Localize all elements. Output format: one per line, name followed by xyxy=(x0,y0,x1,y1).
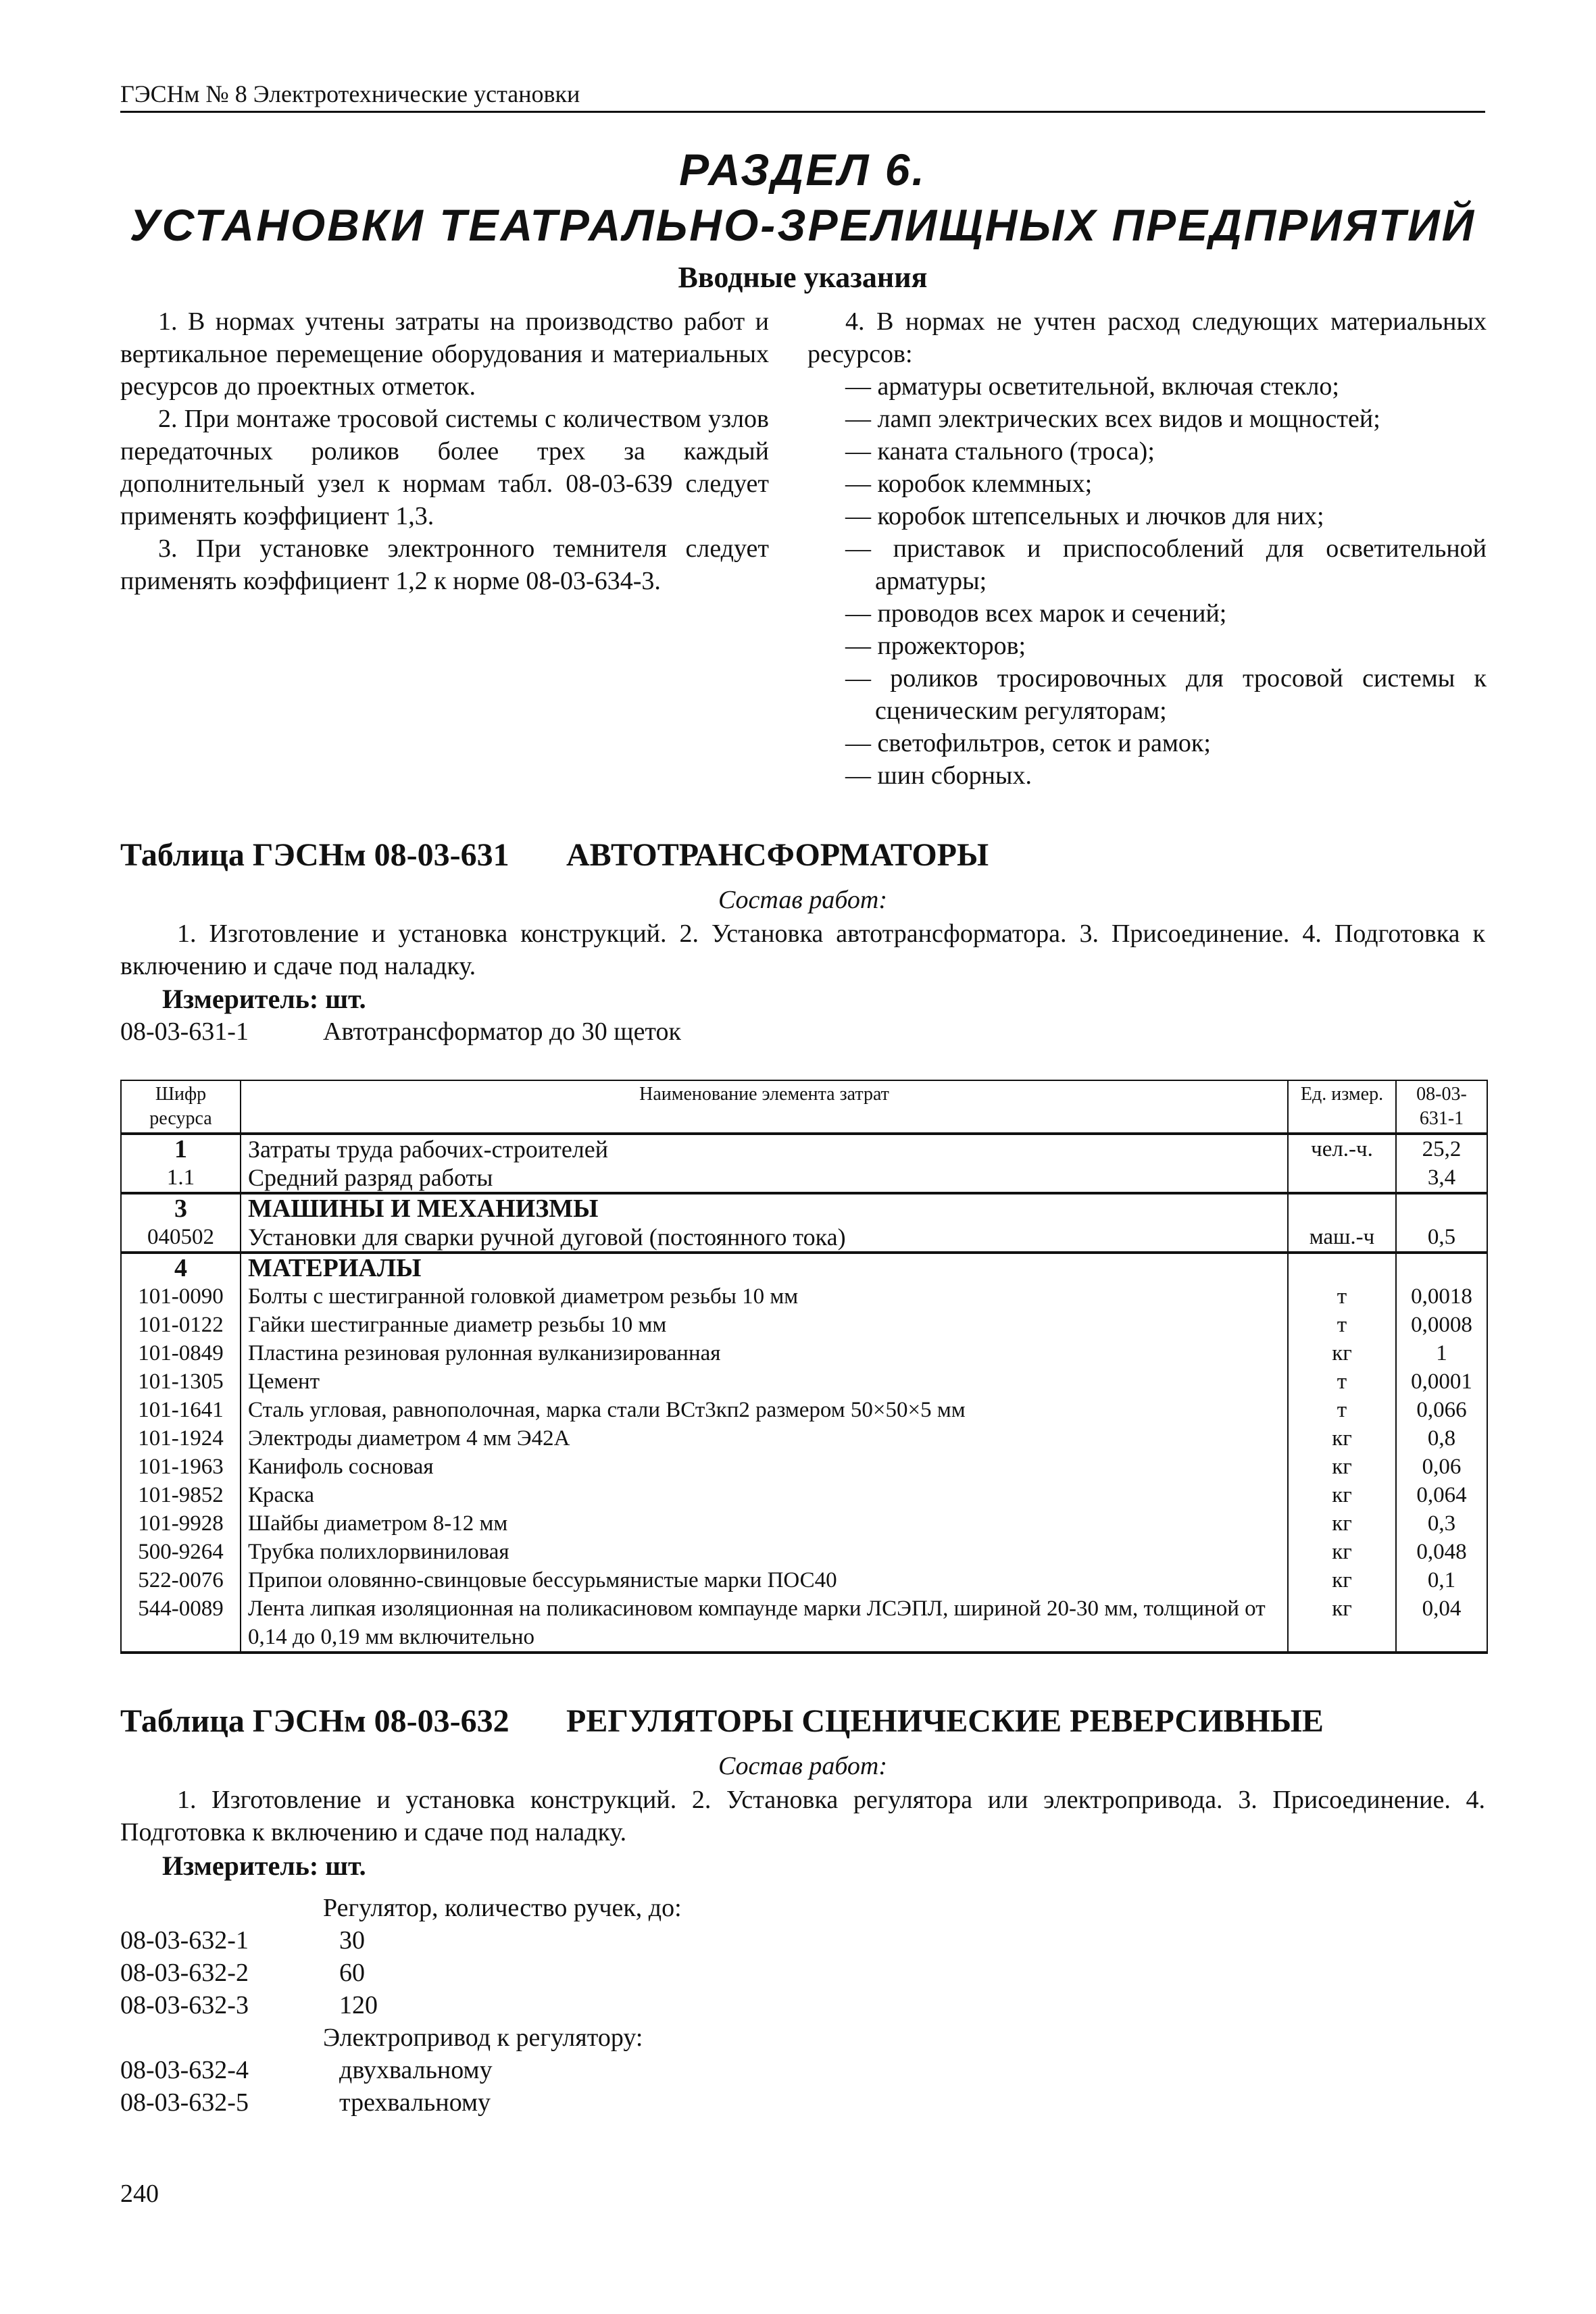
list-item: — шин сборных. xyxy=(845,761,1032,790)
list-item: — арматуры осветительной, включая стекло; xyxy=(845,372,1339,401)
row-name: Затраты труда рабочих-строителей xyxy=(241,1134,1288,1163)
table-row xyxy=(121,1134,1487,1163)
row-name: Установки для сварки ручной дуговой (постоянного тока) xyxy=(241,1223,1288,1253)
row-code: 1.1 xyxy=(121,1163,241,1193)
header-unit: Ед. измер. xyxy=(1288,1080,1396,1134)
list-item: — ламп электрических всех видов и мощностей; xyxy=(845,405,1380,433)
row-name: Сталь угловая, равнополочная, марка стали ВСт3кп2 размером 50×50×5 мм xyxy=(241,1396,1288,1424)
table-631-name: АВТОТРАНСФОРМАТОРЫ xyxy=(566,837,989,873)
intro-paragraph-3: 3. При установке электронного темнителя следует применять коэффициент 1,2 к норме 08-03-634-3. xyxy=(120,534,769,595)
table-631-title xyxy=(120,836,989,874)
norm-value: двухвальному xyxy=(339,2056,493,2084)
row-value: 3,4 xyxy=(1396,1163,1487,1193)
row-value: 0,064 xyxy=(1396,1481,1487,1509)
materials-group xyxy=(121,1253,1487,1653)
row-code: 101-1924 xyxy=(121,1424,241,1453)
resource-table xyxy=(120,1080,1488,1654)
table-row xyxy=(121,1396,1487,1424)
norm-code: 08-03-632-3 xyxy=(120,1991,249,2019)
row-code: 101-1641 xyxy=(121,1396,241,1424)
group-title: МАШИНЫ И МЕХАНИЗМЫ xyxy=(241,1193,1288,1223)
machines-group xyxy=(121,1193,1487,1253)
row-code: 101-9852 xyxy=(121,1481,241,1509)
norm-code: 08-03-631-1 xyxy=(120,1017,249,1046)
list-item: — коробок клеммных; xyxy=(845,470,1093,498)
intro-paragraph-4: 4. В нормах не учтен расход следующих материальных ресурсов: xyxy=(807,307,1487,368)
table-row xyxy=(121,1311,1487,1339)
row-unit: т xyxy=(1288,1282,1396,1311)
table-631-code: Таблица ГЭСНм 08-03-631 xyxy=(120,837,509,873)
row-unit: кг xyxy=(1288,1424,1396,1453)
table-row xyxy=(121,1282,1487,1311)
norm-code: 08-03-632-1 xyxy=(120,1926,249,1955)
row-code: 101-1305 xyxy=(121,1367,241,1396)
row-value: 0,048 xyxy=(1396,1538,1487,1566)
norm-code: 08-03-632-5 xyxy=(120,2088,249,2117)
intro-left-column xyxy=(120,305,769,597)
norm-row xyxy=(120,1957,682,1989)
row-unit: маш.-ч xyxy=(1288,1223,1396,1253)
row-unit: кг xyxy=(1288,1594,1396,1653)
norm-value: 120 xyxy=(339,1991,378,2019)
row-unit: т xyxy=(1288,1367,1396,1396)
table-row xyxy=(121,1367,1487,1396)
row-value: 0,04 xyxy=(1396,1594,1487,1653)
row-value: 25,2 xyxy=(1396,1134,1487,1163)
table-row xyxy=(121,1481,1487,1509)
row-unit: кг xyxy=(1288,1509,1396,1538)
table-632-title xyxy=(120,1703,1324,1740)
norm-group-row xyxy=(120,2021,682,2054)
row-name: Болты с шестигранной головкой диаметром резьбы 10 мм xyxy=(241,1282,1288,1311)
norm-row xyxy=(120,2086,682,2119)
excluded-materials-list xyxy=(807,370,1487,792)
table-row xyxy=(121,1594,1487,1653)
row-value: 0,1 xyxy=(1396,1566,1487,1594)
norm-code: 08-03-632-2 xyxy=(120,1959,249,1987)
norm-value: 30 xyxy=(339,1926,365,1955)
norm-value: трехвальному xyxy=(339,2088,491,2117)
row-unit: кг xyxy=(1288,1339,1396,1367)
header-code-line2: ресурса xyxy=(149,1108,212,1129)
table-631-composition-label: Состав работ: xyxy=(718,886,888,914)
row-unit: т xyxy=(1288,1311,1396,1339)
row-unit: чел.-ч. xyxy=(1288,1134,1396,1163)
table-632-name: РЕГУЛЯТОРЫ СЦЕНИЧЕСКИЕ РЕВЕРСИВНЫЕ xyxy=(566,1703,1324,1739)
list-item: — светофильтров, сеток и рамок; xyxy=(845,729,1211,757)
header-code-line1: Шифр xyxy=(155,1084,207,1105)
row-code: 101-0849 xyxy=(121,1339,241,1367)
row-value: 0,0001 xyxy=(1396,1367,1487,1396)
norm-group-title: Электропривод к регулятору: xyxy=(323,2023,643,2052)
row-code: 101-0122 xyxy=(121,1311,241,1339)
group-code: 4 xyxy=(121,1253,241,1282)
norm-row xyxy=(120,2054,682,2086)
labor-group xyxy=(121,1134,1487,1193)
norm-group-title: Регулятор, количество ручек, до: xyxy=(323,1894,682,1922)
row-name: Пластина резиновая рулонная вулканизированная xyxy=(241,1339,1288,1367)
table-632-norms xyxy=(120,1892,682,2119)
intro-paragraph-1: 1. В нормах учтены затраты на производство работ и вертикальное перемещение оборудования и материальных ресурсов до проектных отметок. xyxy=(120,307,769,401)
row-code: 544-0089 xyxy=(121,1594,241,1653)
row-code: 101-9928 xyxy=(121,1509,241,1538)
row-value: 0,0008 xyxy=(1396,1311,1487,1339)
list-item: — роликов тросировочных для тросовой системы к сценическим регуляторам; xyxy=(845,664,1487,725)
section-number: РАЗДЕЛ 6. xyxy=(679,145,926,195)
table-header-row xyxy=(121,1080,1487,1134)
row-value: 0,06 xyxy=(1396,1453,1487,1481)
row-code: 522-0076 xyxy=(121,1566,241,1594)
row-unit: кг xyxy=(1288,1566,1396,1594)
header-value xyxy=(1396,1080,1487,1134)
list-item: — каната стального (троса); xyxy=(845,437,1155,466)
norm-name: Автотрансформатор до 30 щеток xyxy=(323,1017,681,1046)
header-name: Наименование элемента затрат xyxy=(241,1080,1288,1134)
norm-code: 08-03-632-4 xyxy=(120,2056,249,2084)
table-row xyxy=(121,1163,1487,1193)
group-title: МАТЕРИАЛЫ xyxy=(241,1253,1288,1282)
row-value: 1 xyxy=(1396,1339,1487,1367)
row-code: 101-1963 xyxy=(121,1453,241,1481)
row-value: 0,066 xyxy=(1396,1396,1487,1424)
section-name: УСТАНОВКИ ТЕАТРАЛЬНО-ЗРЕЛИЩНЫХ ПРЕДПРИЯТИЙ xyxy=(129,200,1476,250)
row-name: Средний разряд работы xyxy=(241,1163,1288,1193)
list-item: — проводов всех марок и сечений; xyxy=(845,599,1227,628)
table-row xyxy=(121,1566,1487,1594)
group-header-row xyxy=(121,1253,1487,1282)
row-name: Припои оловянно-свинцовые бессурьмянистые марки ПОС40 xyxy=(241,1566,1288,1594)
intro-heading: Вводные указания xyxy=(678,261,928,294)
group-header-row xyxy=(121,1193,1487,1223)
row-code: 500-9264 xyxy=(121,1538,241,1566)
table-632-composition: 1. Изготовление и установка конструкций. 2. Установка регулятора или электропривода. 3. Присоединение. 4. Подготовка к включению и сдаче под наладку. xyxy=(120,1786,1485,1846)
running-header: ГЭСНм № 8 Электротехнические установки xyxy=(120,80,1485,113)
table-row xyxy=(121,1424,1487,1453)
list-item: — приставок и приспособлений для осветительной арматуры; xyxy=(845,534,1487,595)
row-name: Трубка полихлорвиниловая xyxy=(241,1538,1288,1566)
table-row xyxy=(121,1509,1487,1538)
intro-paragraph-2: 2. При монтаже тросовой системы с количеством узлов передаточных роликов более трех за каждый дополнительный узел к нормам табл. 08-03-639 следует применять коэффициент 1,3. xyxy=(120,405,769,530)
row-unit: т xyxy=(1288,1396,1396,1424)
norm-value: 60 xyxy=(339,1959,365,1987)
row-code: 1 xyxy=(121,1134,241,1163)
table-632-code: Таблица ГЭСНм 08-03-632 xyxy=(120,1703,509,1739)
intro-right-column xyxy=(807,305,1487,792)
row-name: Гайки шестигранные диаметр резьбы 10 мм xyxy=(241,1311,1288,1339)
row-unit: кг xyxy=(1288,1481,1396,1509)
row-unit: кг xyxy=(1288,1453,1396,1481)
table-631-norm xyxy=(120,1017,681,1047)
row-value: 0,5 xyxy=(1396,1223,1487,1253)
row-name: Канифоль сосновая xyxy=(241,1453,1288,1481)
group-code: 3 xyxy=(121,1193,241,1223)
row-name: Электроды диаметром 4 мм Э42А xyxy=(241,1424,1288,1453)
row-unit: кг xyxy=(1288,1538,1396,1566)
table-row xyxy=(121,1453,1487,1481)
page-number: 240 xyxy=(120,2180,159,2208)
row-code: 101-0090 xyxy=(121,1282,241,1311)
row-value: 0,0018 xyxy=(1396,1282,1487,1311)
table-row xyxy=(121,1538,1487,1566)
table-row xyxy=(121,1339,1487,1367)
row-unit xyxy=(1288,1163,1396,1193)
list-item: — коробок штепсельных и лючков для них; xyxy=(845,502,1324,530)
row-code: 040502 xyxy=(121,1223,241,1253)
header-value-line2: 631-1 xyxy=(1419,1108,1464,1129)
row-name: Шайбы диаметром 8-12 мм xyxy=(241,1509,1288,1538)
row-name: Цемент xyxy=(241,1367,1288,1396)
table-631-composition: 1. Изготовление и установка конструкций. 2. Установка автотрансформатора. 3. Присоединение. 4. Подготовка к включению и сдаче под наладку. xyxy=(120,920,1485,980)
section-title xyxy=(120,142,1485,253)
norm-row xyxy=(120,1989,682,2021)
row-name: Краска xyxy=(241,1481,1288,1509)
header-value-line1: 08-03- xyxy=(1416,1084,1467,1105)
row-value: 0,3 xyxy=(1396,1509,1487,1538)
row-value: 0,8 xyxy=(1396,1424,1487,1453)
table-row xyxy=(121,1223,1487,1253)
norm-group-row xyxy=(120,1892,682,1924)
table-631-meter: Измеритель: шт. xyxy=(162,984,366,1014)
row-name: Лента липкая изоляционная на поликасиновом компаунде марки ЛСЭПЛ, шириной 20-30 мм, толщиной от 0,14 до 0,19 мм включительно xyxy=(241,1594,1288,1653)
table-632-meter: Измеритель: шт. xyxy=(162,1851,366,1881)
header-code xyxy=(121,1080,241,1134)
list-item: — прожекторов; xyxy=(845,632,1026,660)
norm-row xyxy=(120,1924,682,1957)
table-632-composition-label: Состав работ: xyxy=(718,1752,888,1780)
